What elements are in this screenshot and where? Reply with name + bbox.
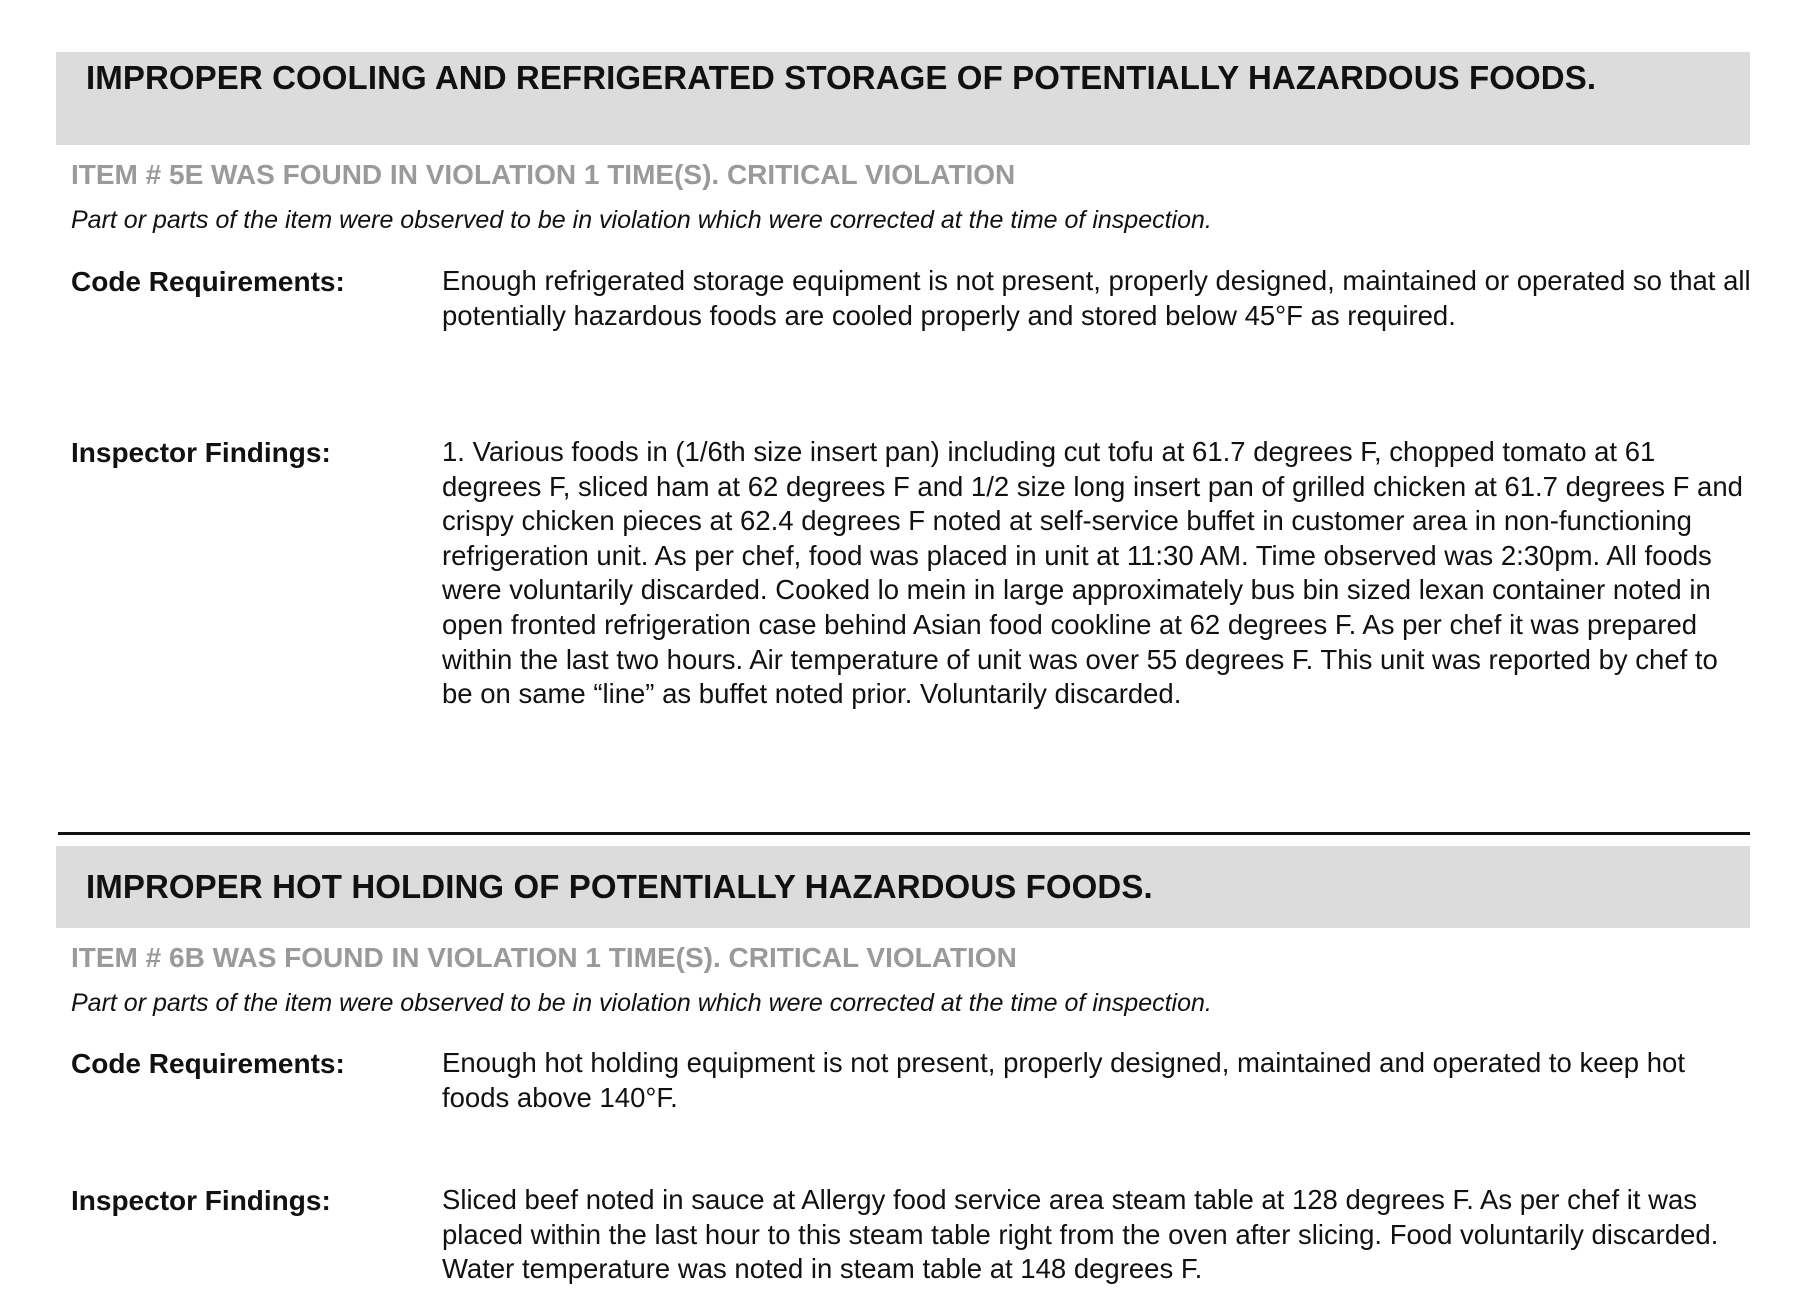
correction-note: Part or parts of the item were observed to be in violation which were corrected at the time of inspection. <box>71 206 1212 234</box>
violation-item-line: ITEM # 5E WAS FOUND IN VIOLATION 1 TIME(S). CRITICAL VIOLATION <box>71 159 1016 190</box>
section-title: IMPROPER HOT HOLDING OF POTENTIALLY HAZARDOUS FOODS. <box>86 868 1153 905</box>
inspector-findings-text: Sliced beef noted in sauce at Allergy food service area steam table at 128 degrees F. As per chef it was placed within the last hour to this steam table right from the oven after slicing. Food voluntarily discarded. Water temperature was noted in steam table at 148 degrees F. <box>442 1184 1719 1285</box>
section-header <box>56 846 1750 928</box>
code-requirements-text: Enough refrigerated storage equipment is not present, properly designed, maintained or operated so that all potentially hazardous foods are cooled properly and stored below 45°F as required. <box>442 265 1751 331</box>
section-divider <box>58 832 1750 835</box>
inspector-findings-label: Inspector Findings: <box>71 437 331 468</box>
code-requirements-label: Code Requirements: <box>71 1048 345 1079</box>
section-title: IMPROPER COOLING AND REFRIGERATED STORAGE OF POTENTIALLY HAZARDOUS FOODS. <box>86 59 1597 96</box>
correction-note: Part or parts of the item were observed to be in violation which were corrected at the time of inspection. <box>71 989 1212 1017</box>
violation-item-line: ITEM # 6B WAS FOUND IN VIOLATION 1 TIME(S). CRITICAL VIOLATION <box>71 942 1017 973</box>
inspector-findings-label: Inspector Findings: <box>71 1185 331 1216</box>
inspector-findings-text: 1. Various foods in (1/6th size insert pan) including cut tofu at 61.7 degrees F, chopped tomato at 61 degrees F, sliced ham at 62 degrees F and 1/2 size long insert pan of grilled chicken at 61.7 degrees F and crispy chicken pieces at 62.4 degrees F noted at self-service buffet in customer area in non-functioning refrigeration unit. As per chef, food was placed in unit at 11:30 AM. Time observed was 2:30pm. All foods were voluntarily discarded. Cooked lo mein in large approximately bus bin sized lexan container noted in open fronted refrigeration case behind Asian food cookline at 62 degrees F. As per chef it was prepared within the last two hours. Air temperature of unit was over 55 degrees F. This unit was reported by chef to be on same “line” as buffet noted prior. Voluntarily discarded. <box>442 436 1743 710</box>
code-requirements-label: Code Requirements: <box>71 266 345 297</box>
code-requirements-text: Enough hot holding equipment is not present, properly designed, maintained and operated to keep hot foods above 140°F. <box>442 1047 1685 1113</box>
section-header <box>56 52 1750 145</box>
